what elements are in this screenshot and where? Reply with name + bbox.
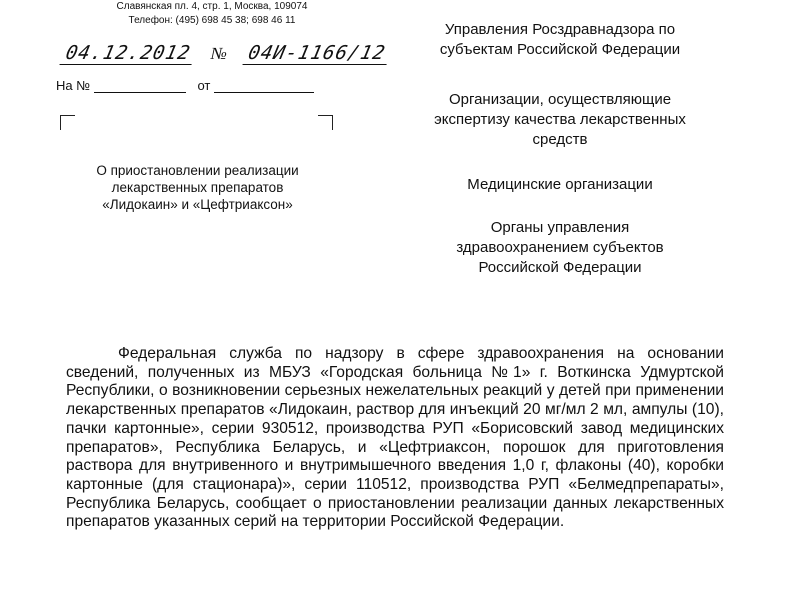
recipient-line: Медицинские организации (467, 176, 653, 193)
reply-number-blank (94, 80, 186, 93)
corner-mark-left (60, 115, 75, 130)
recipient-line: Органы управления (490, 219, 630, 236)
recipient-block (395, 20, 725, 60)
letter-date: 04.12.2012 (59, 42, 196, 65)
recipient-block (395, 90, 725, 150)
number-sign: № (208, 44, 230, 63)
recipient-line: Организации, осуществляющие (448, 91, 672, 108)
recipient-line: Управления Росздравнадзора по (444, 21, 676, 38)
from-label: от (197, 78, 211, 93)
recipient-block (395, 175, 725, 195)
body-paragraph: Федеральная служба по надзору в сфере здравоохранения на основании сведений, полученных из МБУЗ «Городская больница №1» г. Воткинска Удмуртской Республики, о возникновении серьезных нежелательных реакций у детей при применении лекарственных препаратов «Лидокаин, раствор для инъекций 20 мг/мл 2 мл, ампулы (10), пачки картонные», серии 930512, производства РУП «Борисовский завод медицинских препаратов», Республика Беларусь, и «Цефтриаксон, порошок для приготовления раствора для внутривенного и внутримышечного введения 1,0 г, флаконы (40), коробки картонные (для стационара)», серии 110512, производства РУП «Белмедпрепараты», Республика Беларусь, сообщает о приостановлении реализации данных лекарственных препаратов указанных серий на территории Российской Федерации. (66, 345, 724, 531)
letter-subject (80, 162, 315, 213)
handwritten-date-number (60, 42, 392, 64)
recipient-line: здравоохранением субъектов (456, 239, 664, 256)
sender-address: Славянская пл. 4, стр. 1, Москва, 109074 (116, 1, 308, 12)
reply-reference-line (56, 78, 314, 93)
in-reply-label: На № (56, 78, 91, 93)
sender-phone: Телефон: (495) 698 45 38; 698 46 11 (128, 15, 296, 26)
recipient-line: субъектам Российской Федерации (439, 41, 681, 58)
letter-number: 04И-1166/12 (242, 42, 392, 65)
recipient-line: средств (532, 131, 588, 148)
recipient-block (395, 218, 725, 278)
subject-line: лекарственных препаратов (111, 180, 284, 195)
corner-mark-right (318, 115, 333, 130)
recipient-line: экспертизу качества лекарственных (434, 111, 686, 128)
sender-block (92, 0, 332, 28)
reply-date-blank (214, 80, 314, 93)
subject-line: О приостановлении реализации (96, 163, 299, 178)
subject-line: «Лидокаин» и «Цефтриаксон» (102, 197, 293, 212)
recipient-line: Российской Федерации (478, 259, 642, 276)
